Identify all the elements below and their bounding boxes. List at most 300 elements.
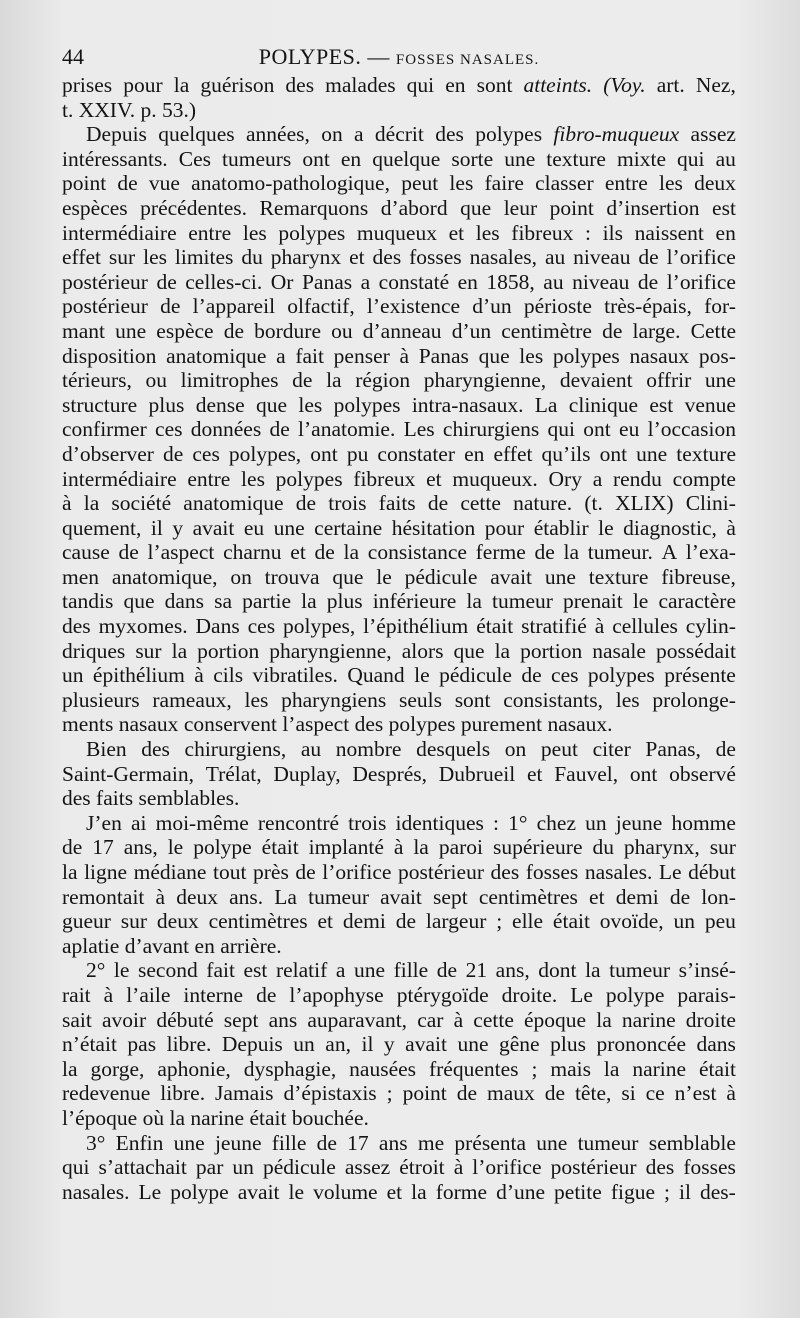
word: jeune bbox=[214, 1130, 262, 1155]
word: le bbox=[414, 663, 430, 688]
word: pos- bbox=[698, 343, 736, 368]
word: point bbox=[549, 195, 594, 220]
word: fille bbox=[393, 958, 429, 983]
word: de bbox=[638, 245, 659, 270]
word: art. bbox=[656, 73, 685, 97]
word: cellules bbox=[612, 614, 678, 639]
word: une bbox=[536, 1130, 568, 1155]
word: une bbox=[173, 1130, 205, 1155]
text-line bbox=[62, 885, 736, 910]
word: à bbox=[453, 1155, 464, 1180]
word: nasales. bbox=[584, 860, 653, 884]
word: entre bbox=[604, 171, 648, 196]
word: faire bbox=[484, 171, 524, 196]
word: les bbox=[475, 220, 500, 245]
word: : bbox=[493, 810, 500, 835]
word: de bbox=[544, 1081, 565, 1106]
word: qui bbox=[406, 73, 435, 97]
word: interne bbox=[183, 982, 244, 1007]
word: redevenue bbox=[62, 1081, 151, 1106]
word: Després, bbox=[352, 761, 428, 786]
word: confirmer bbox=[62, 417, 147, 442]
word: pédicule bbox=[262, 1155, 336, 1180]
text-line bbox=[62, 294, 736, 319]
text-line bbox=[62, 122, 736, 147]
word: à bbox=[393, 835, 404, 860]
word: l’apophyse bbox=[289, 982, 384, 1007]
word: et bbox=[386, 1179, 403, 1204]
word: trois bbox=[328, 491, 367, 516]
word: Cette bbox=[690, 318, 736, 343]
text-line bbox=[62, 1155, 736, 1180]
word: de bbox=[256, 982, 277, 1007]
word: centimètres bbox=[478, 884, 578, 909]
word: rendu bbox=[612, 466, 662, 491]
word: relatif bbox=[275, 958, 328, 983]
word: ont bbox=[310, 441, 338, 466]
text-line bbox=[62, 1057, 736, 1082]
word: a bbox=[354, 122, 364, 147]
word: consistance bbox=[367, 540, 467, 565]
word: eu bbox=[619, 417, 640, 442]
word: implanté bbox=[308, 835, 384, 860]
body-text bbox=[62, 73, 736, 1204]
word: de bbox=[118, 540, 139, 565]
word: données bbox=[190, 417, 262, 442]
word: A bbox=[661, 540, 678, 565]
word: certaine bbox=[314, 515, 383, 540]
word: texture bbox=[588, 564, 649, 589]
word: sur bbox=[108, 245, 136, 270]
word: polypes bbox=[552, 343, 620, 368]
text-line bbox=[62, 73, 736, 98]
word: plus bbox=[326, 589, 363, 614]
word: la bbox=[596, 1007, 612, 1032]
word: Ces bbox=[178, 146, 211, 171]
word: largeur bbox=[425, 909, 487, 934]
word: débuté bbox=[156, 1007, 214, 1032]
word: a bbox=[360, 269, 371, 294]
word: l’anatomie. bbox=[298, 417, 396, 442]
word: mais bbox=[550, 1056, 591, 1081]
word: cils bbox=[213, 663, 244, 688]
word: que bbox=[332, 564, 364, 589]
text-line bbox=[62, 319, 736, 344]
word: ces bbox=[247, 614, 276, 639]
word: fibreuse, bbox=[661, 564, 736, 589]
word: dysphagie, bbox=[243, 1056, 337, 1081]
word: pour bbox=[484, 515, 525, 540]
word: une bbox=[544, 564, 576, 589]
word: la bbox=[343, 540, 360, 565]
word: fosses bbox=[409, 245, 462, 270]
word: il bbox=[150, 515, 163, 540]
word: la bbox=[169, 1105, 191, 1130]
word: les bbox=[519, 343, 544, 368]
word: quement, bbox=[62, 515, 142, 540]
word: niveau bbox=[573, 245, 631, 270]
word: 1° bbox=[508, 810, 528, 835]
word: de bbox=[521, 663, 542, 688]
word: qu’ils bbox=[541, 441, 591, 466]
word: fosses bbox=[525, 860, 579, 884]
word: à bbox=[62, 491, 72, 516]
word: Le bbox=[138, 1179, 162, 1204]
text-line bbox=[62, 540, 736, 565]
word: auparavant, bbox=[307, 1007, 408, 1032]
word: de bbox=[156, 269, 177, 294]
word: on bbox=[504, 737, 527, 762]
word: : bbox=[585, 220, 592, 245]
word: droite bbox=[685, 1007, 736, 1032]
word: fait bbox=[206, 958, 235, 983]
word: un bbox=[585, 810, 607, 835]
word: eu bbox=[243, 515, 265, 540]
word: muqueux. bbox=[452, 466, 538, 491]
word: mixte bbox=[617, 146, 666, 171]
word: constater bbox=[377, 441, 456, 466]
word: a bbox=[276, 343, 286, 368]
word: la bbox=[411, 1179, 427, 1204]
word: ments bbox=[62, 712, 119, 737]
word: postérieur bbox=[550, 1155, 637, 1180]
word: anatomique bbox=[183, 491, 284, 516]
word: Trélat, bbox=[205, 761, 262, 786]
word: de bbox=[395, 909, 417, 934]
word: caractère bbox=[658, 589, 736, 614]
word: limitrophes bbox=[180, 368, 279, 393]
word: ont bbox=[629, 761, 658, 786]
word: fibreux bbox=[511, 220, 574, 245]
word: peu bbox=[704, 909, 736, 934]
word: seuls bbox=[398, 687, 442, 712]
word: les bbox=[244, 687, 269, 712]
word: en bbox=[464, 441, 485, 466]
word: de bbox=[292, 368, 313, 393]
word: tout bbox=[213, 860, 247, 884]
word: tumeur bbox=[492, 589, 553, 614]
word: fait bbox=[295, 343, 324, 368]
word: l’aile bbox=[126, 982, 171, 1007]
word: moi-même bbox=[155, 810, 249, 835]
word: avoir bbox=[102, 1007, 147, 1032]
word: d’épistaxis bbox=[283, 1081, 377, 1106]
word: société bbox=[111, 491, 172, 516]
word: début bbox=[688, 860, 736, 884]
text-line bbox=[62, 245, 736, 270]
word: l’occasion bbox=[647, 417, 736, 442]
word: de bbox=[160, 294, 181, 319]
word: à bbox=[453, 1007, 464, 1032]
word: et bbox=[589, 884, 605, 909]
word: car bbox=[417, 1007, 444, 1032]
word: la bbox=[62, 1056, 78, 1081]
word: niveau bbox=[572, 269, 630, 294]
text-line bbox=[62, 147, 736, 172]
word: maux bbox=[486, 1081, 535, 1106]
word: et bbox=[317, 909, 334, 934]
text-line bbox=[62, 565, 736, 590]
word: trois bbox=[348, 810, 387, 835]
word: quelque bbox=[372, 146, 441, 171]
word: d’insertion bbox=[606, 195, 700, 220]
word: libre. bbox=[160, 1081, 206, 1106]
word: région bbox=[355, 368, 411, 393]
word: postérieur bbox=[62, 294, 148, 319]
word: muqueux bbox=[356, 220, 437, 245]
word: Saint-Germain, bbox=[62, 761, 194, 786]
word: les bbox=[298, 392, 323, 417]
text-line bbox=[62, 614, 736, 639]
word: demi bbox=[615, 884, 659, 909]
word: sa bbox=[214, 589, 233, 614]
word: d’un bbox=[451, 318, 492, 343]
word: où bbox=[142, 1105, 170, 1130]
word: le bbox=[288, 1179, 305, 1204]
word: pour bbox=[123, 73, 163, 97]
word: ont bbox=[302, 146, 330, 171]
word: pédicule bbox=[404, 564, 478, 589]
word: les bbox=[615, 687, 640, 712]
running-title-main: POLYPES. bbox=[258, 44, 362, 69]
word: en bbox=[457, 269, 478, 294]
word: pharyngienne, bbox=[423, 368, 547, 393]
word: au bbox=[300, 737, 322, 762]
word: près bbox=[253, 860, 289, 884]
word: de bbox=[436, 958, 458, 983]
word: en bbox=[445, 73, 466, 97]
word: anatomique, bbox=[111, 564, 218, 589]
word: prolonge- bbox=[652, 687, 736, 712]
word: le bbox=[167, 835, 184, 860]
word: du bbox=[592, 835, 614, 860]
word: par bbox=[195, 1155, 224, 1180]
word: identiques bbox=[395, 810, 484, 835]
text-line bbox=[62, 221, 736, 246]
word: faits bbox=[96, 786, 139, 811]
word: J’en bbox=[86, 810, 122, 835]
word: purement bbox=[460, 712, 548, 737]
word: Jamais bbox=[215, 1081, 274, 1106]
word: Remarquons bbox=[259, 195, 369, 220]
word: tumeur. bbox=[587, 540, 653, 565]
word: que bbox=[460, 195, 492, 220]
word: tête, bbox=[574, 1081, 612, 1106]
word: a bbox=[335, 958, 346, 983]
word: à bbox=[726, 515, 736, 540]
word: ovoïde, bbox=[599, 909, 664, 934]
word: Bien bbox=[86, 737, 127, 762]
word: cette bbox=[460, 491, 501, 516]
word: ce bbox=[645, 1081, 665, 1106]
word: p. bbox=[140, 97, 162, 122]
word: à bbox=[726, 1081, 736, 1106]
word: intra-nasaux. bbox=[411, 392, 524, 417]
word: t. bbox=[62, 97, 79, 122]
word: tumeur bbox=[577, 1130, 639, 1155]
word: une bbox=[115, 318, 147, 343]
word: stratifié bbox=[521, 614, 587, 639]
word: limites bbox=[174, 245, 234, 270]
word: ans bbox=[378, 1130, 408, 1155]
word: était bbox=[476, 614, 514, 639]
word: de bbox=[637, 269, 659, 294]
word: petite bbox=[554, 1179, 602, 1204]
word: l’appareil bbox=[192, 294, 276, 319]
word: 2° bbox=[86, 958, 106, 983]
text-line bbox=[62, 1131, 736, 1156]
word: l’épithélium bbox=[363, 614, 469, 639]
word: des bbox=[490, 860, 520, 884]
word: Le bbox=[658, 860, 682, 884]
word: texture bbox=[546, 146, 606, 171]
text-line bbox=[62, 934, 736, 959]
word: très-épais, bbox=[604, 294, 692, 319]
word: de bbox=[316, 1130, 337, 1155]
word: ; bbox=[386, 1081, 393, 1106]
word: la bbox=[603, 1056, 620, 1081]
word: la bbox=[62, 860, 78, 884]
running-title bbox=[62, 44, 736, 70]
word: présente bbox=[664, 663, 736, 688]
word: nasales. bbox=[62, 1179, 130, 1204]
word: sur bbox=[709, 835, 736, 860]
word: clinique bbox=[568, 392, 639, 417]
word: des bbox=[285, 73, 315, 97]
word: la bbox=[494, 638, 511, 663]
word: le bbox=[376, 564, 392, 589]
word: 1858, bbox=[486, 269, 535, 294]
word: avait bbox=[490, 564, 533, 589]
word: des bbox=[354, 712, 389, 737]
word: une bbox=[504, 146, 536, 171]
word: tumeur bbox=[609, 958, 671, 983]
word: de bbox=[314, 540, 335, 565]
word: conservent bbox=[183, 712, 283, 737]
text-line bbox=[62, 368, 736, 393]
text-line bbox=[62, 344, 736, 369]
word: vibratiles. bbox=[252, 663, 338, 688]
word: nasaux. bbox=[547, 712, 613, 737]
word: de bbox=[602, 318, 623, 343]
word: plus bbox=[148, 392, 185, 417]
word: une bbox=[273, 515, 305, 540]
word: fosses bbox=[683, 1155, 736, 1180]
word: de bbox=[117, 171, 138, 196]
word: paroi bbox=[438, 835, 483, 860]
word: en bbox=[340, 146, 362, 171]
word: ligne bbox=[84, 860, 128, 884]
word: compte bbox=[672, 466, 736, 491]
word: polypes, bbox=[282, 614, 356, 639]
word: polypes bbox=[475, 122, 543, 147]
word: la bbox=[413, 835, 429, 860]
word: alors bbox=[401, 638, 444, 663]
word: structure bbox=[62, 392, 138, 417]
word: (Voy. bbox=[603, 73, 646, 97]
word: pharyngienne, bbox=[269, 638, 392, 663]
word: l’exa- bbox=[685, 540, 736, 565]
word: était bbox=[698, 1056, 736, 1081]
word: dont bbox=[538, 958, 577, 983]
word: s’attachait bbox=[98, 1155, 187, 1180]
word: sont bbox=[476, 73, 513, 97]
word: précédentes. bbox=[140, 195, 248, 220]
word: d’une bbox=[496, 1179, 546, 1204]
word: est bbox=[649, 392, 674, 417]
word: partie bbox=[242, 589, 292, 614]
word: il bbox=[361, 1032, 374, 1057]
word: ai bbox=[130, 810, 147, 835]
word: fibreux bbox=[353, 466, 416, 491]
word: ou bbox=[145, 368, 167, 393]
word: sur bbox=[120, 909, 148, 934]
word: polypes bbox=[587, 663, 655, 688]
word: il bbox=[679, 1179, 691, 1204]
word: la bbox=[173, 73, 190, 97]
word: ; bbox=[664, 1179, 670, 1204]
text-line bbox=[62, 983, 736, 1008]
word: devaient bbox=[559, 368, 633, 393]
word: ils bbox=[602, 220, 623, 245]
word: (t. bbox=[584, 491, 603, 516]
word: prises bbox=[62, 73, 113, 97]
word: peut bbox=[540, 737, 578, 762]
text-line bbox=[62, 860, 736, 885]
word: est bbox=[243, 958, 268, 983]
text-line bbox=[62, 589, 736, 614]
word: Fauvel, bbox=[554, 761, 619, 786]
word: Ory bbox=[548, 466, 582, 491]
word: lon- bbox=[701, 884, 736, 909]
word: Le bbox=[570, 982, 593, 1007]
word: si bbox=[621, 1081, 636, 1106]
word: on bbox=[321, 122, 343, 147]
word: ont bbox=[583, 417, 611, 442]
word: Clini- bbox=[685, 491, 736, 516]
text-line bbox=[62, 909, 736, 934]
word: est bbox=[712, 195, 736, 220]
word: de bbox=[62, 835, 83, 860]
word: des bbox=[62, 786, 97, 811]
word: nasaux bbox=[118, 712, 184, 737]
word: an, bbox=[325, 1032, 351, 1057]
word: homme bbox=[671, 810, 736, 835]
word: la bbox=[585, 958, 601, 983]
word: qui bbox=[62, 1155, 90, 1180]
text-line bbox=[62, 491, 736, 516]
word: de bbox=[427, 491, 449, 516]
word: 21 bbox=[465, 958, 488, 983]
word: faits bbox=[378, 491, 416, 516]
word: XXIV. bbox=[78, 97, 141, 122]
word: la bbox=[171, 638, 188, 663]
word: était bbox=[261, 835, 299, 860]
word: aplatie bbox=[62, 933, 125, 958]
word: Panas bbox=[301, 269, 353, 294]
word: on bbox=[230, 564, 252, 589]
word: en bbox=[715, 220, 736, 245]
word: prononcée bbox=[596, 1032, 686, 1057]
word: sept bbox=[433, 884, 468, 909]
word: anatomo-pathologique, bbox=[191, 171, 390, 196]
word: 3° bbox=[86, 1130, 106, 1155]
word: intermédiaire bbox=[62, 220, 177, 245]
page-number: 44 bbox=[62, 44, 84, 69]
word: n’est bbox=[674, 1081, 717, 1106]
word: l’orifice bbox=[322, 860, 392, 884]
word: ces bbox=[551, 663, 579, 688]
